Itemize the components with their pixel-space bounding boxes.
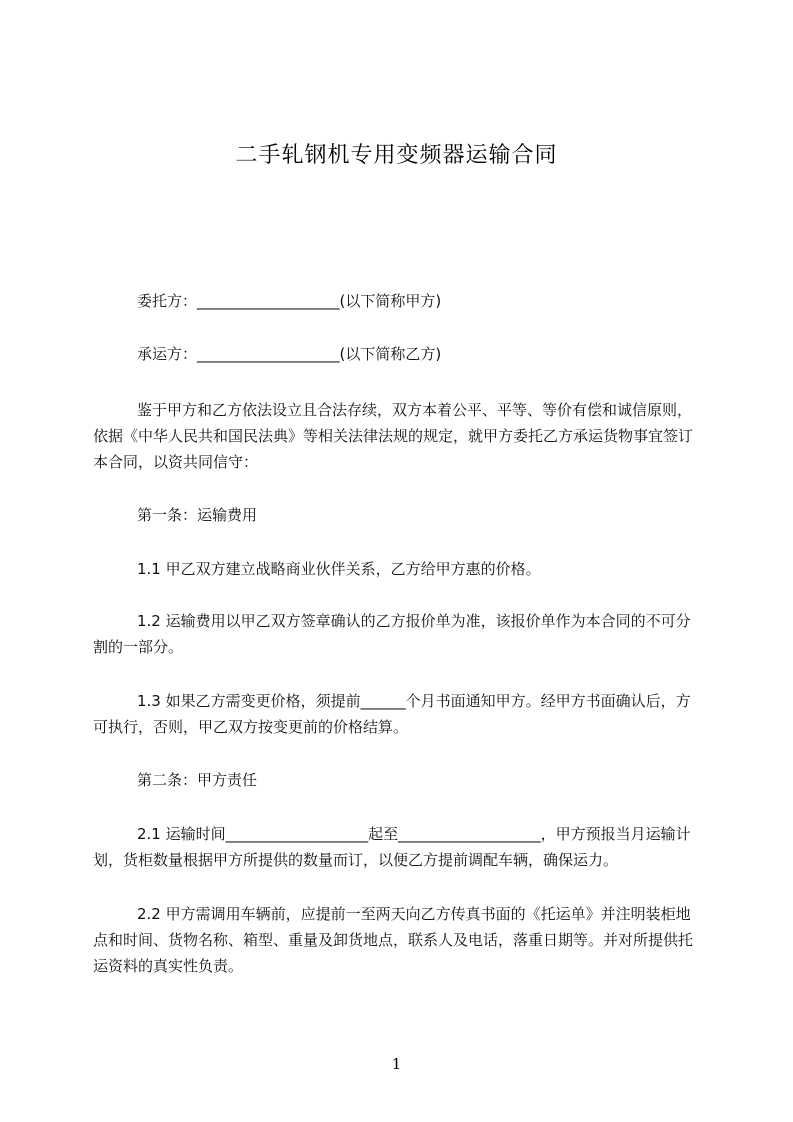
clause-2-1: 2.1 运输时间___________________起至___________________，甲方预报当月运输计划，货柜数量根据甲方所提供的数量而订，以便乙方提前调配车辆，确保运力。 (93, 825, 691, 869)
clause-2-2: 2.2 甲方需调用车辆前，应提前一至两天向乙方传真书面的《托运单》并注明装柜地点和时间、货物名称、箱型、重量及卸货地点，联系人及电话，落重日期等。并对所提供托运资料的真实性负责。 (93, 905, 694, 975)
clause-1-3: 1.3 如果乙方需变更价格，须提前______个月书面通知甲方。经甲方书面确认后，方可执行，否则，甲乙双方按变更前的价格结算。 (93, 692, 691, 736)
article1-heading: 第一条：运输费用 (137, 506, 258, 524)
page-number: 1 (391, 1055, 402, 1073)
party-carrier-line: 承运方：___________________(以下简称乙方) (137, 345, 442, 363)
article2-heading: 第二条：甲方责任 (137, 771, 258, 789)
clause-1-1: 1.1 甲乙双方建立战略商业伙伴关系，乙方给甲方惠的价格。 (137, 560, 541, 578)
clause-1-2: 1.2 运输费用以甲乙双方签章确认的乙方报价单为准，该报价单作为本合同的不可分割的一部分。 (93, 612, 691, 656)
party-client-line: 委托方：___________________(以下简称甲方) (137, 292, 442, 310)
preamble-paragraph: 鉴于甲方和乙方依法设立且合法存续，双方本着公平、平等、等价有偿和诚信原则，依据《中华人民共和国民法典》等相关法律法规的规定，就甲方委托乙方承运货物事宜签订本合同，以资共同信守： (93, 401, 694, 471)
document-title: 二手轧钢机专用变频器运输合同 (235, 143, 558, 168)
